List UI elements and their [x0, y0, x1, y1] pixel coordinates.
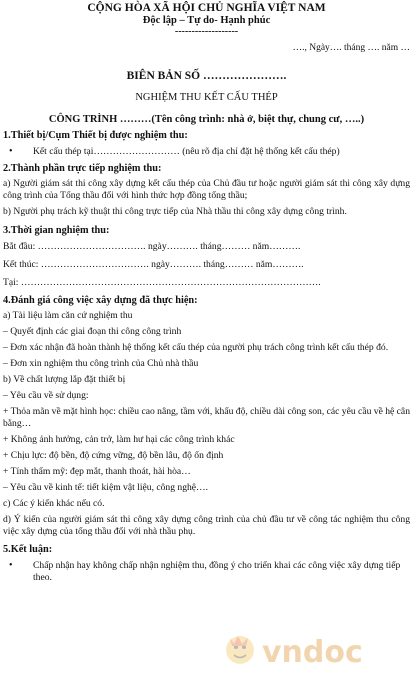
- section-2-b: b) Người phụ trách kỹ thuật thi công trực tiếp của Nhà thầu thi công xây dựng công trình.: [3, 206, 347, 217]
- section-4-line: a) Tài liệu làm căn cứ nghiệm thu: [3, 310, 133, 321]
- section-4-line: b) Về chất lượng lắp đặt thiết bị: [3, 374, 126, 385]
- section-2-heading: 2.Thành phần trực tiếp nghiệm thu:: [3, 163, 162, 174]
- section-4-line: – Yêu cầu về sử dụng:: [3, 390, 89, 401]
- section-5-heading: 5.Kết luận:: [3, 544, 53, 555]
- section-4-line: d) Ý kiến của người giám sát thi công xây dựng công trình của chủ đầu tư về công tác nghiệm thu công việc xây dựng của tổng thầu đối với nhà thầu phụ.: [3, 514, 410, 537]
- place-line: Tại: ………………………………………………………………………………….: [3, 277, 321, 288]
- section-4-line: – Đơn xác nhận đã hoàn thành hệ thống kết cấu thép của người phụ trách công trình kết cấu thép đó.: [3, 342, 389, 353]
- project-title: CÔNG TRÌNH ………(Tên công trình: nhà ở, biệt thự, chung cư, …..): [48, 114, 365, 125]
- section-1-heading: 1.Thiết bị/Cụm Thiết bị được nghiệm thu:: [3, 130, 188, 141]
- section-4-line: + Thỏa mãn về mặt hình học: chiều cao nâng, tầm với, khẩu độ, chiều dài công son, các yêu cầu về hệ cân bằng…: [3, 406, 410, 429]
- end-time-line: Kết thúc: ……………………………. ngày………. tháng……… năm……….: [3, 259, 304, 270]
- section-4-line: + Chịu lực: độ bền, độ cứng vững, độ bền lâu, độ ổn định: [3, 450, 224, 461]
- start-time-line: Bắt đầu: ……………………………. ngày………. tháng……… năm……….: [3, 241, 301, 252]
- section-4-line: + Không ảnh hưởng, cản trở, làm hư hại các công trình khác: [3, 434, 235, 445]
- record-subject-title: NGHIỆM THU KẾT CẤU THÉP: [135, 92, 278, 103]
- section-5-item: • Chấp nhận hay không chấp nhận nghiệm thu, đồng ý cho triển khai các công việc xây dựng tiếp theo.: [33, 560, 410, 584]
- country-header: CỘNG HÒA XÃ HỘI CHỦ NGHĨA VIỆT NAM: [87, 2, 326, 14]
- watermark-text: vndoc: [262, 635, 363, 670]
- section-4-line: – Yêu cầu về kinh tế: tiết kiệm vật liệu, công nghệ….: [3, 482, 209, 493]
- section-2-a: a) Người giám sát thi công xây dựng kết cấu thép của Chủ đầu tư hoặc người giám sát thi công xây dựng công trình của Tổng thầu đối với hình thức hợp đồng tổng thầu;: [3, 178, 410, 201]
- section-4-line: – Đơn xin nghiệm thu công trình của Chủ nhà thầu: [3, 358, 199, 369]
- section-1-list: [3, 146, 410, 158]
- motto: Độc lập – Tự do- Hạnh phúc: [142, 15, 271, 26]
- section-1-item: • Kết cấu thép tại……………………… (nêu rõ địa chỉ đặt hệ thống kết cấu thép): [33, 146, 410, 158]
- date-line: …., Ngày…. tháng …. năm …: [292, 43, 410, 53]
- section-4-line: c) Các ý kiến khác nếu có.: [3, 498, 105, 509]
- section-5-list: [3, 560, 410, 584]
- section-4-line: – Quyết định các giai đoạn thi công công trình: [3, 326, 182, 337]
- section-4-heading: 4.Đánh giá công việc xây dựng đã thực hiện:: [3, 295, 198, 306]
- record-number-title: BIÊN BẢN SỐ ………………….: [126, 70, 287, 82]
- section-3-heading: 3.Thời gian nghiệm thu:: [3, 225, 110, 236]
- header-divider: -------------------: [174, 26, 239, 37]
- section-4-line: + Tính thẩm mỹ: đẹp mắt, thanh thoát, hài hòa…: [3, 466, 191, 477]
